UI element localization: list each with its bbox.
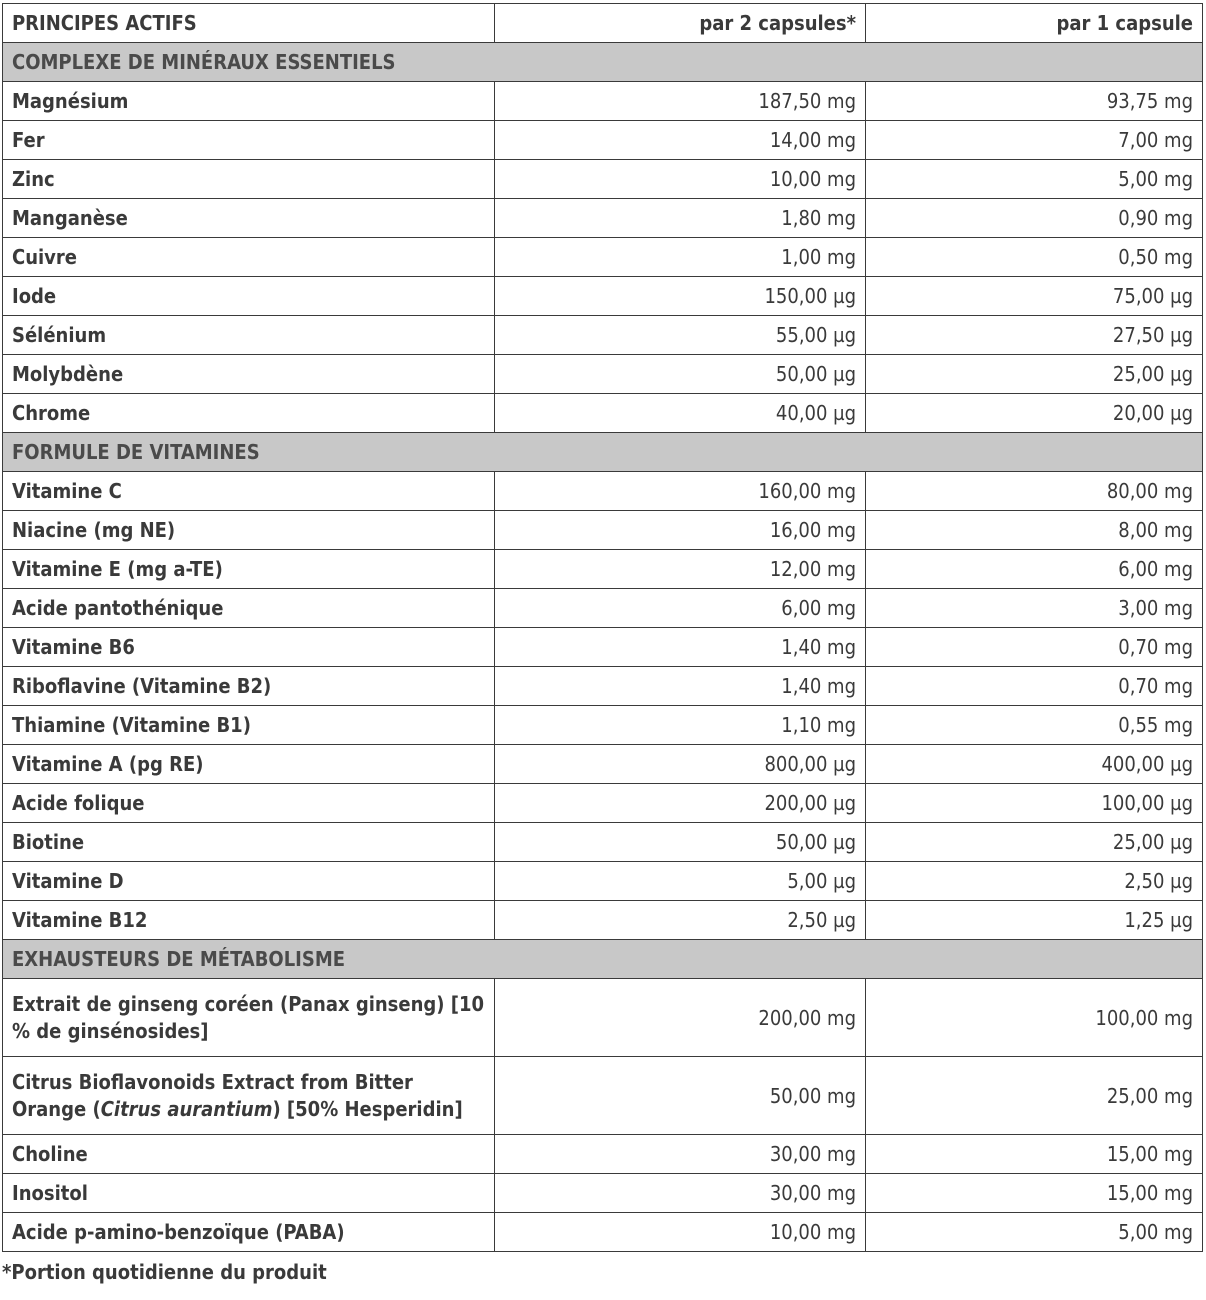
ingredient-name: Iode xyxy=(3,277,495,316)
table-row xyxy=(3,823,1203,862)
ingredient-name: Extrait de ginseng coréen (Panax ginseng) [10 % de ginsénosides] xyxy=(3,979,495,1057)
value-per-1: 5,00 mg xyxy=(866,1213,1203,1252)
value-per-1: 15,00 mg xyxy=(866,1174,1203,1213)
ingredient-name: Vitamine B12 xyxy=(3,901,495,940)
value-per-2: 1,40 mg xyxy=(495,628,866,667)
ingredient-name: Vitamine D xyxy=(3,862,495,901)
table-row xyxy=(3,121,1203,160)
value-per-1: 100,00 µg xyxy=(866,784,1203,823)
table-row xyxy=(3,628,1203,667)
ingredient-name-part: Citrus Bioflavonoids Extract from Bitter Orange ( xyxy=(12,1069,413,1121)
table-row xyxy=(3,238,1203,277)
table-row xyxy=(3,1174,1203,1213)
section-title: FORMULE DE VITAMINES xyxy=(3,433,1203,472)
value-per-1: 25,00 µg xyxy=(866,355,1203,394)
ingredient-name: Acide folique xyxy=(3,784,495,823)
ingredient-name: Vitamine B6 xyxy=(3,628,495,667)
ingredient-name: Vitamine A (pg RE) xyxy=(3,745,495,784)
value-per-2: 5,00 µg xyxy=(495,862,866,901)
value-per-2: 12,00 mg xyxy=(495,550,866,589)
table-row xyxy=(3,316,1203,355)
value-per-1: 25,00 mg xyxy=(866,1057,1203,1135)
value-per-2: 1,00 mg xyxy=(495,238,866,277)
value-per-2: 1,40 mg xyxy=(495,667,866,706)
value-per-2: 55,00 µg xyxy=(495,316,866,355)
ingredient-name: Fer xyxy=(3,121,495,160)
value-per-1: 100,00 mg xyxy=(866,979,1203,1057)
ingredient-name: Niacine (mg NE) xyxy=(3,511,495,550)
value-per-2: 200,00 mg xyxy=(495,979,866,1057)
table-row xyxy=(3,355,1203,394)
value-per-2: 1,80 mg xyxy=(495,199,866,238)
value-per-2: 40,00 µg xyxy=(495,394,866,433)
section-title: COMPLEXE DE MINÉRAUX ESSENTIELS xyxy=(3,43,1203,82)
ingredient-name: Vitamine C xyxy=(3,472,495,511)
ingredient-name: Cuivre xyxy=(3,238,495,277)
ingredient-name: Acide pantothénique xyxy=(3,589,495,628)
value-per-1: 75,00 µg xyxy=(866,277,1203,316)
section-title: EXHAUSTEURS DE MÉTABOLISME xyxy=(3,940,1203,979)
table-row xyxy=(3,160,1203,199)
value-per-1: 8,00 mg xyxy=(866,511,1203,550)
table-row xyxy=(3,1213,1203,1252)
value-per-2: 160,00 mg xyxy=(495,472,866,511)
value-per-1: 0,90 mg xyxy=(866,199,1203,238)
value-per-1: 80,00 mg xyxy=(866,472,1203,511)
ingredient-name: Inositol xyxy=(3,1174,495,1213)
value-per-2: 150,00 µg xyxy=(495,277,866,316)
value-per-1: 5,00 mg xyxy=(866,160,1203,199)
value-per-1: 7,00 mg xyxy=(866,121,1203,160)
ingredient-name: Sélénium xyxy=(3,316,495,355)
section-header-metabolism xyxy=(3,940,1203,979)
value-per-2: 800,00 µg xyxy=(495,745,866,784)
value-per-1: 2,50 µg xyxy=(866,862,1203,901)
value-per-2: 16,00 mg xyxy=(495,511,866,550)
value-per-2: 50,00 µg xyxy=(495,355,866,394)
value-per-2: 6,00 mg xyxy=(495,589,866,628)
table-row xyxy=(3,394,1203,433)
table-row xyxy=(3,862,1203,901)
ingredient-name: Thiamine (Vitamine B1) xyxy=(3,706,495,745)
value-per-1: 15,00 mg xyxy=(866,1135,1203,1174)
header-per-1-capsule: par 1 capsule xyxy=(866,4,1203,43)
value-per-2: 30,00 mg xyxy=(495,1174,866,1213)
ingredient-name: Riboflavine (Vitamine B2) xyxy=(3,667,495,706)
table-row xyxy=(3,199,1203,238)
nutrition-facts-table-container xyxy=(2,3,1202,1284)
value-per-2: 50,00 mg xyxy=(495,1057,866,1135)
table-row xyxy=(3,1057,1203,1135)
table-row xyxy=(3,472,1203,511)
ingredient-name: Acide p-amino-benzoïque (PABA) xyxy=(3,1213,495,1252)
table-row xyxy=(3,667,1203,706)
table-row xyxy=(3,745,1203,784)
value-per-1: 1,25 µg xyxy=(866,901,1203,940)
value-per-1: 93,75 mg xyxy=(866,82,1203,121)
ingredient-latin-name: Citrus aurantium xyxy=(100,1096,273,1121)
table-row xyxy=(3,784,1203,823)
value-per-1: 6,00 mg xyxy=(866,550,1203,589)
header-ingredients: PRINCIPES ACTIFS xyxy=(3,4,495,43)
active-ingredients-table xyxy=(2,3,1203,1252)
header-per-2-capsules: par 2 capsules* xyxy=(495,4,866,43)
value-per-2: 30,00 mg xyxy=(495,1135,866,1174)
value-per-1: 0,70 mg xyxy=(866,667,1203,706)
value-per-1: 0,70 mg xyxy=(866,628,1203,667)
value-per-2: 50,00 µg xyxy=(495,823,866,862)
value-per-1: 0,50 mg xyxy=(866,238,1203,277)
value-per-1: 0,55 mg xyxy=(866,706,1203,745)
ingredient-name xyxy=(3,1057,495,1135)
table-row xyxy=(3,82,1203,121)
value-per-2: 14,00 mg xyxy=(495,121,866,160)
ingredient-name: Manganèse xyxy=(3,199,495,238)
value-per-2: 187,50 mg xyxy=(495,82,866,121)
ingredient-name: Biotine xyxy=(3,823,495,862)
table-row xyxy=(3,511,1203,550)
table-row xyxy=(3,901,1203,940)
ingredient-name: Choline xyxy=(3,1135,495,1174)
ingredient-name: Vitamine E (mg a-TE) xyxy=(3,550,495,589)
table-row xyxy=(3,706,1203,745)
value-per-1: 25,00 µg xyxy=(866,823,1203,862)
ingredient-name-part: ) [50% Hesperidin] xyxy=(272,1096,463,1121)
table-row xyxy=(3,1135,1203,1174)
section-header-minerals xyxy=(3,43,1203,82)
value-per-2: 1,10 mg xyxy=(495,706,866,745)
table-row xyxy=(3,589,1203,628)
table-header-row xyxy=(3,4,1203,43)
value-per-1: 3,00 mg xyxy=(866,589,1203,628)
ingredient-name: Magnésium xyxy=(3,82,495,121)
value-per-2: 2,50 µg xyxy=(495,901,866,940)
value-per-1: 20,00 µg xyxy=(866,394,1203,433)
table-row xyxy=(3,277,1203,316)
value-per-1: 27,50 µg xyxy=(866,316,1203,355)
value-per-2: 10,00 mg xyxy=(495,1213,866,1252)
section-header-vitamins xyxy=(3,433,1203,472)
ingredient-name: Zinc xyxy=(3,160,495,199)
ingredient-name: Chrome xyxy=(3,394,495,433)
footnote: *Portion quotidienne du produit xyxy=(2,1260,327,1284)
value-per-2: 200,00 µg xyxy=(495,784,866,823)
value-per-2: 10,00 mg xyxy=(495,160,866,199)
ingredient-name: Molybdène xyxy=(3,355,495,394)
table-row xyxy=(3,979,1203,1057)
value-per-1: 400,00 µg xyxy=(866,745,1203,784)
table-row xyxy=(3,550,1203,589)
